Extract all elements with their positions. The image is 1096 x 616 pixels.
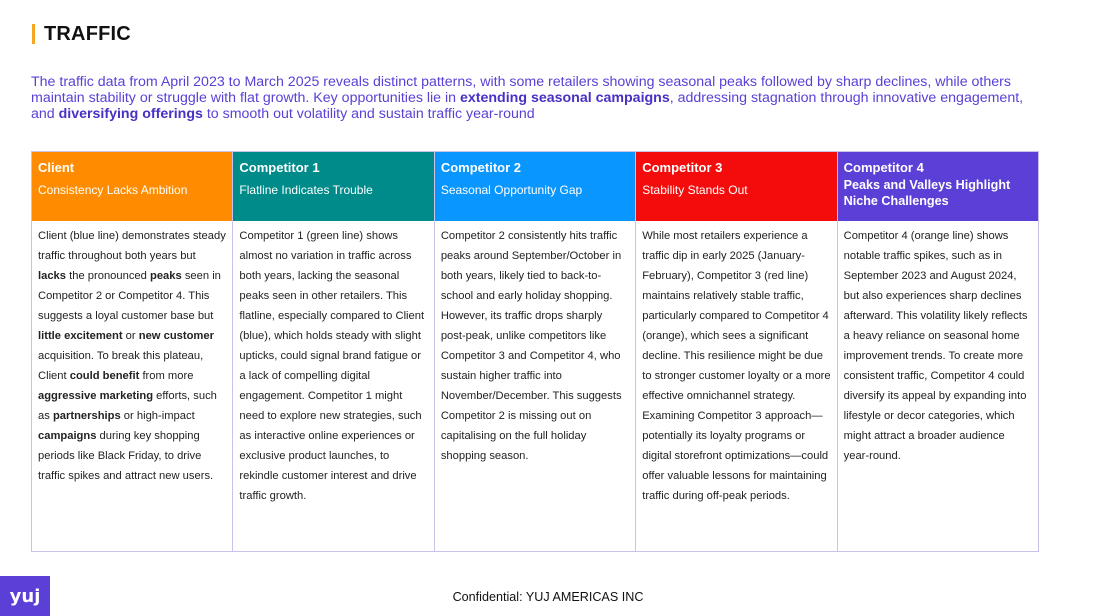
body-emphasis: campaigns xyxy=(38,430,97,442)
intro-text-3: to smooth out volatility and sustain traffic year-round xyxy=(202,106,535,122)
column-competitor-4 xyxy=(838,152,1038,551)
column-body xyxy=(435,221,635,466)
column-header-competitor-1 xyxy=(233,152,433,221)
body-emphasis: lacks xyxy=(38,270,66,282)
column-subtitle: Peaks and Valleys Highlight Niche Challenges xyxy=(843,178,1011,208)
body-text: seen in Competitor 2 or Competitor 4. This suggests a loyal customer base but xyxy=(38,270,221,322)
body-text: Competitor 2 consistently hits traffic peaks around September/October in both years, likely tied to back-to-school and early holiday shopping. However, its traffic drops sharply post-peak, unlike competitors like Competitor 3 and Competitor 4, who sustain higher traffic into November/December. This suggests Competitor 2 is missing out on capitalising on the full holiday shopping season. xyxy=(440,230,622,462)
body-emphasis: new customer xyxy=(138,330,214,342)
column-competitor-1 xyxy=(233,152,434,551)
body-text: during key shopping periods like Black Friday, to drive traffic spikes and attract new users. xyxy=(38,430,214,482)
column-name: Competitor 3 xyxy=(642,160,723,175)
column-body xyxy=(636,221,836,506)
column-header-competitor-4 xyxy=(838,152,1038,221)
column-subtitle: Stability Stands Out xyxy=(642,183,748,197)
column-name: Competitor 1 xyxy=(239,160,320,175)
column-client xyxy=(32,152,233,551)
intro-text-1: The traffic data from April 2023 to March 2025 reveals distinct patterns, with some retailers showing seasonal peaks followed by sharp declines, while others maintain stability or struggle with flat growth. Key opportunities lie in xyxy=(31,74,1011,106)
body-text: While most retailers experience a traffic dip in early 2025 (January-February), Competitor 3 (red line) maintains relatively stable traffic, particularly compared to Competitor 4 (orange), which sees a significant decline. This resilience might be due to stronger customer loyalty or a more effective omnichannel strategy. Examining Competitor 3 approach—potentially its loyalty programs or digital storefront optimizations—could offer valuable lessons for maintaining traffic during off-peak periods. xyxy=(642,230,831,502)
body-text: acquisition. To break this plateau, Client xyxy=(38,350,204,382)
column-name: Competitor 4 xyxy=(843,160,924,175)
body-emphasis: could benefit xyxy=(69,370,140,382)
page-title: TRAFFIC xyxy=(44,22,131,45)
column-competitor-3 xyxy=(636,152,837,551)
comparison-table xyxy=(31,151,1039,552)
column-body xyxy=(233,221,433,506)
body-text: Client (blue line) demonstrates steady traffic throughout both years but xyxy=(38,230,226,262)
intro-text-2: , addressing stagnation through innovative engagement, and xyxy=(31,90,1024,122)
intro-highlight-2: diversifying offerings xyxy=(58,106,203,122)
intro-paragraph xyxy=(31,74,1031,122)
column-header-competitor-3 xyxy=(636,152,836,221)
body-text: the pronounced xyxy=(66,270,150,282)
body-text: Competitor 1 (green line) shows almost no variation in traffic across both years, lacking the seasonal peaks seen in other retailers. This flatline, especially compared to Client (blue), which holds steady with slight upticks, could signal brand fatigue or a lack of compelling digital engagement. Competitor 1 might need to explore new strategies, such as interactive online experiences or exclusive product launches, to rekindle customer interest and drive traffic growth. xyxy=(239,230,425,502)
body-text: Competitor 4 (orange line) shows notable traffic spikes, such as in September 2023 and August 2024, but also experiences sharp declines afterward. This volatility likely reflects a heavy reliance on seasonal home improvement trends. To create more consistent traffic, Competitor 4 could diversify its appeal by expanding into lifestyle or decor categories, which might attract a broader audience year-round. xyxy=(843,230,1028,462)
body-text: efforts, such as xyxy=(38,390,217,422)
column-name: Client xyxy=(38,160,75,175)
column-body xyxy=(838,221,1038,466)
body-emphasis: partnerships xyxy=(52,410,121,422)
column-subtitle: Flatline Indicates Trouble xyxy=(239,183,373,197)
column-competitor-2 xyxy=(435,152,636,551)
body-text: or xyxy=(122,330,139,342)
body-text: from more xyxy=(139,370,194,382)
column-header-competitor-2 xyxy=(435,152,635,221)
column-subtitle: Seasonal Opportunity Gap xyxy=(440,183,583,197)
column-header-client xyxy=(32,152,232,221)
body-text: or high-impact xyxy=(120,410,195,422)
body-emphasis: little excitement xyxy=(38,330,123,342)
title-bar xyxy=(32,24,131,44)
intro-highlight-1: extending seasonal campaigns xyxy=(460,90,670,106)
confidential-footer: Confidential: YUJ AMERICAS INC xyxy=(452,590,644,604)
column-name: Competitor 2 xyxy=(440,160,521,175)
column-body xyxy=(32,221,232,486)
body-emphasis: aggressive marketing xyxy=(38,390,154,402)
column-subtitle: Consistency Lacks Ambition xyxy=(38,183,188,197)
yuj-logo: yuj xyxy=(0,576,50,616)
body-emphasis: peaks xyxy=(149,270,182,282)
